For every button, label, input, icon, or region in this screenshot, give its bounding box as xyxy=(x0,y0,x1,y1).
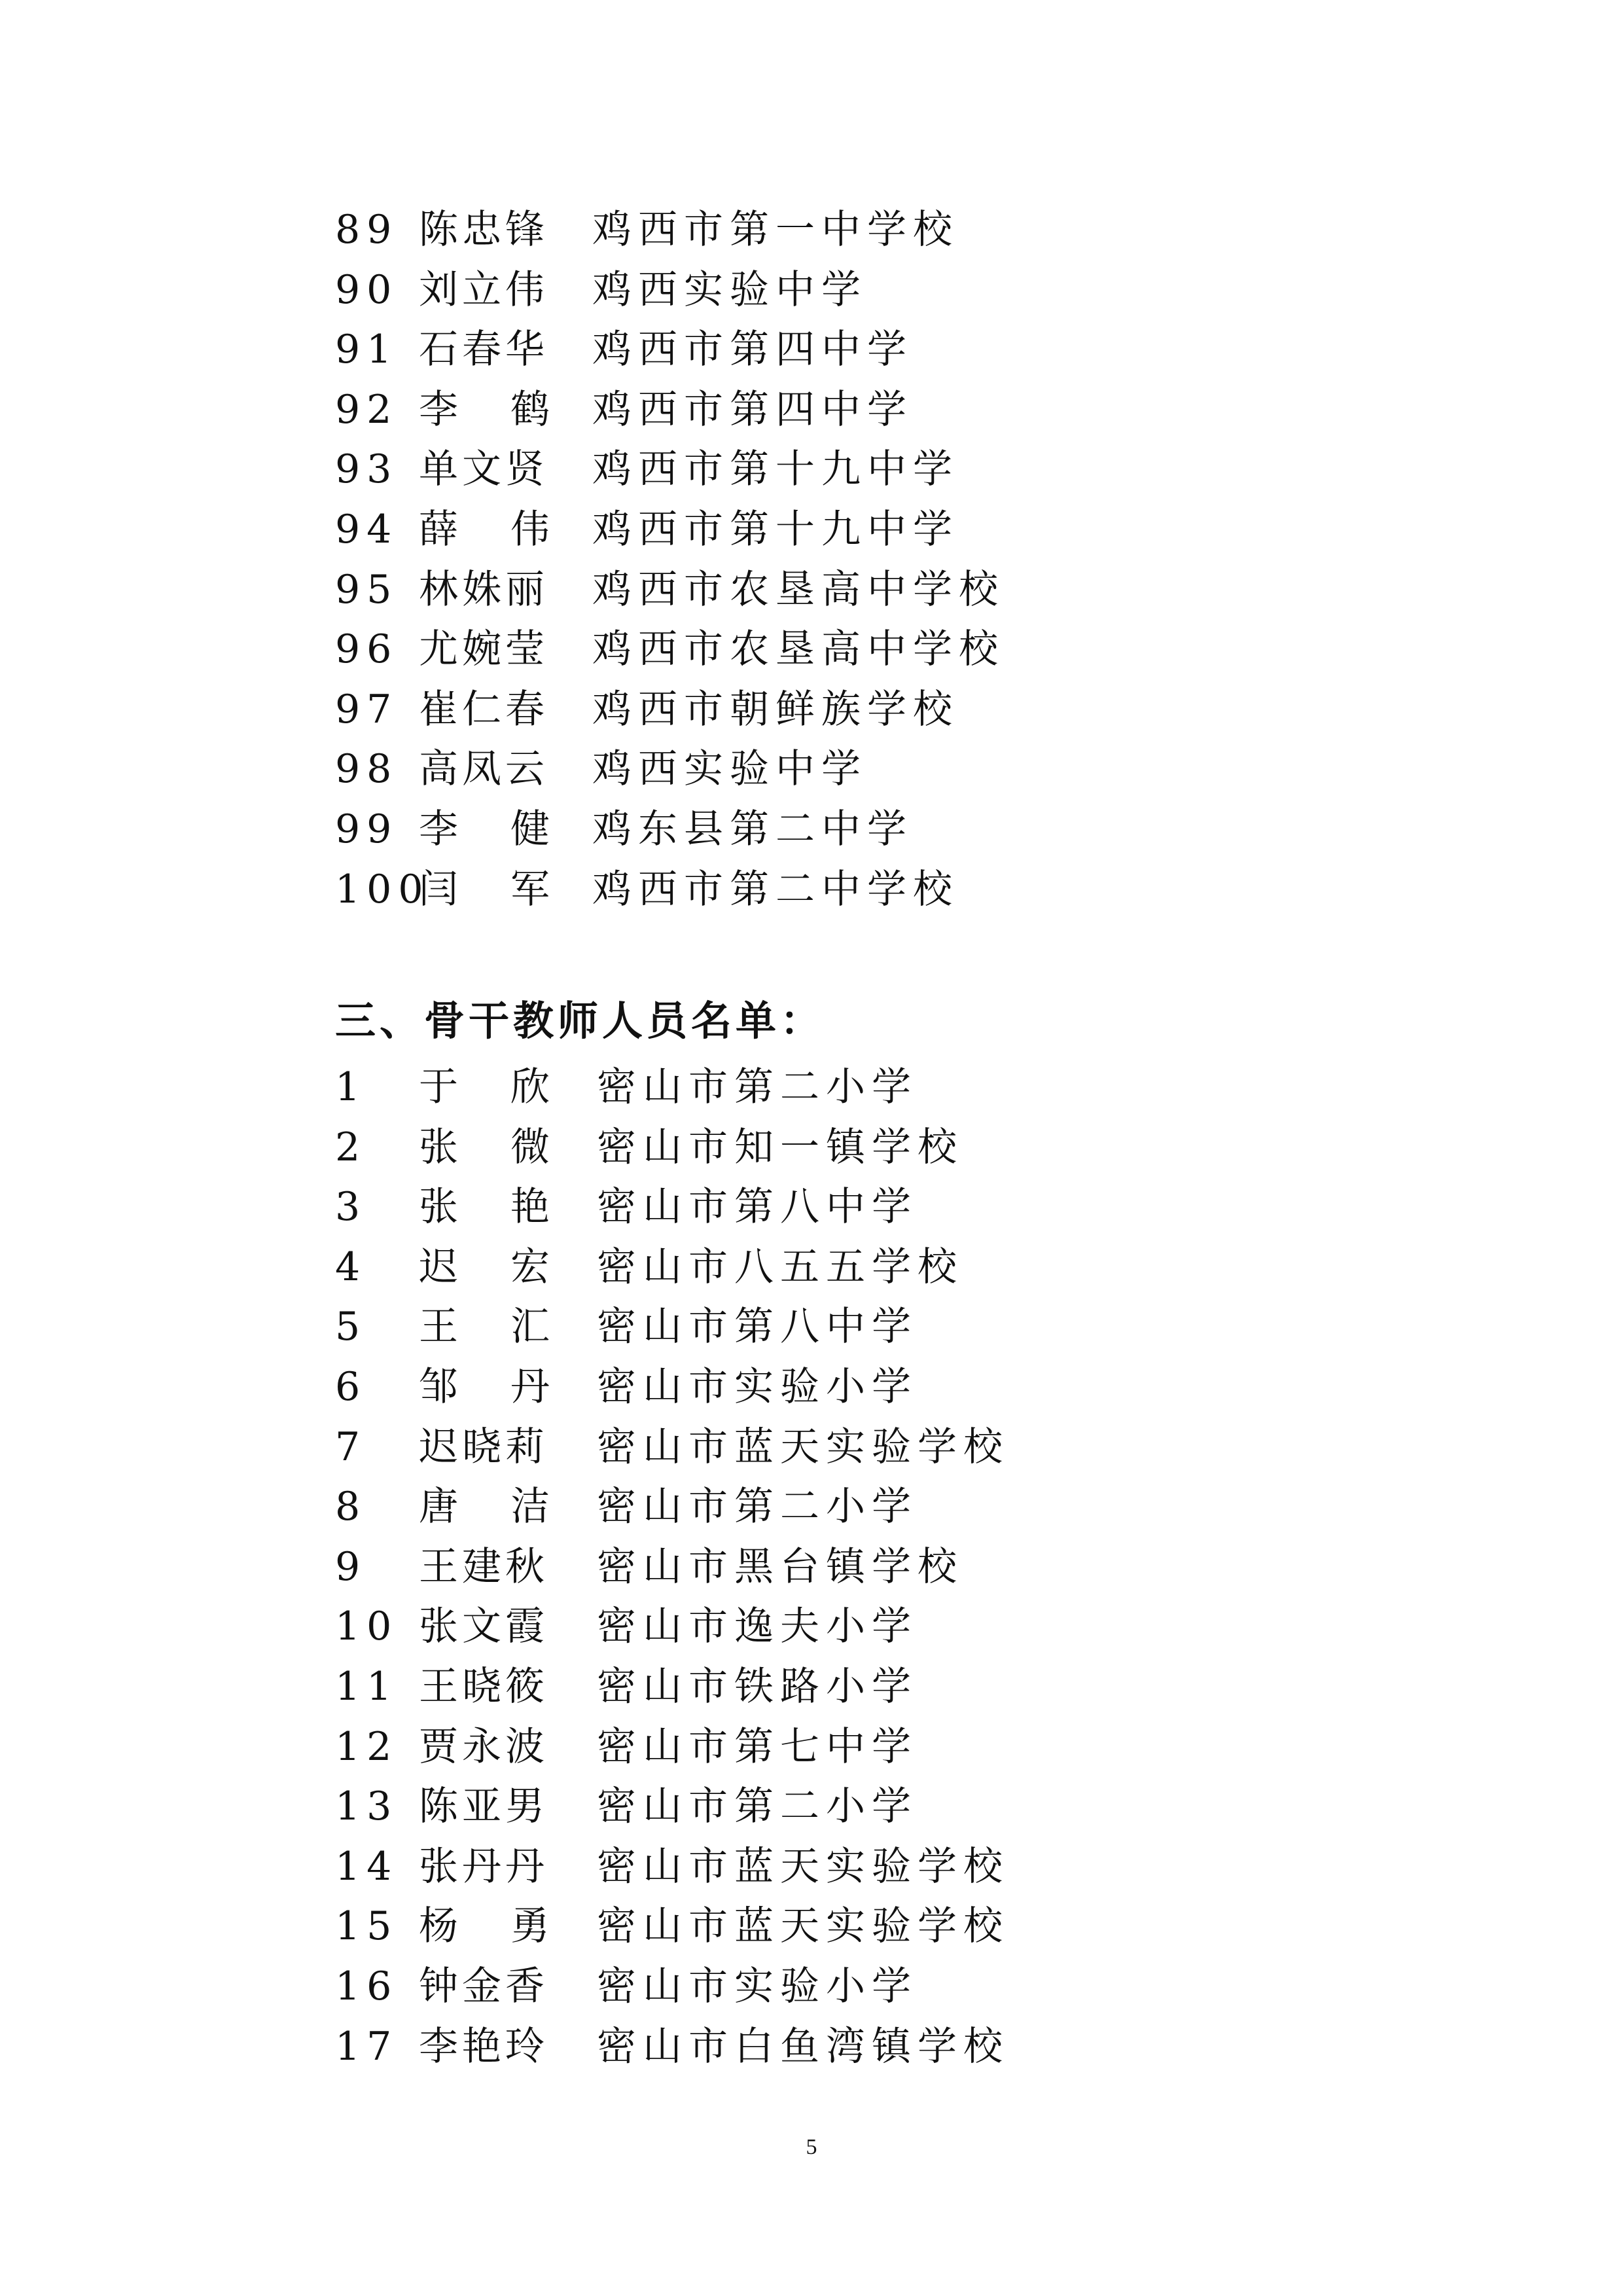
school-name: 密山市铁路小学 xyxy=(597,1664,918,1710)
row-number: 10 xyxy=(335,1604,399,1650)
school-name: 鸡西实验中学 xyxy=(592,746,867,793)
row-number: 95 xyxy=(335,566,399,613)
school-name: 鸡西市第四中学 xyxy=(592,386,913,433)
school-name: 密山市蓝天实验学校 xyxy=(597,1903,1009,1950)
teacher-name xyxy=(419,499,550,560)
teacher-name: 钟金香 xyxy=(419,1964,548,2009)
teacher-name: 王晓筱 xyxy=(419,1664,548,1710)
row-number: 99 xyxy=(335,806,399,852)
teacher-name-char: 洁 xyxy=(510,1484,550,1530)
row-number: 4 xyxy=(335,1244,367,1290)
school-name: 鸡西市农垦高中学校 xyxy=(592,626,1005,673)
teacher-name-char: 伟 xyxy=(510,507,550,552)
teacher-name: 尤婉莹 xyxy=(419,626,548,673)
teacher-name xyxy=(419,1177,550,1237)
row-number: 96 xyxy=(335,626,399,673)
teacher-name xyxy=(419,1297,550,1357)
school-name: 密山市第八中学 xyxy=(597,1304,918,1350)
row-number: 93 xyxy=(335,446,399,493)
school-name: 鸡西市第一中学校 xyxy=(592,207,959,253)
row-number: 3 xyxy=(335,1184,367,1230)
school-name: 密山市第二小学 xyxy=(597,1784,918,1830)
row-number: 2 xyxy=(335,1124,367,1170)
row-number: 13 xyxy=(335,1784,399,1830)
school-name: 密山市蓝天实验学校 xyxy=(597,1843,1009,1890)
school-name: 鸡西市第十九中学 xyxy=(592,507,959,552)
page-number: 5 xyxy=(806,2135,817,2159)
teacher-name: 陈亚男 xyxy=(419,1784,548,1830)
school-name: 密山市逸夫小学 xyxy=(597,1604,918,1650)
school-name: 密山市第七中学 xyxy=(597,1723,918,1770)
school-name: 鸡西市第二中学校 xyxy=(592,866,959,912)
row-number: 16 xyxy=(335,1964,399,2009)
teacher-name-char: 勇 xyxy=(510,1903,550,1950)
section-heading: 三、骨干教师人员名单： xyxy=(335,997,825,1045)
school-name: 鸡西实验中学 xyxy=(592,266,867,313)
teacher-name: 李艳玲 xyxy=(419,2023,548,2070)
school-name: 密山市知一镇学校 xyxy=(597,1124,963,1170)
school-name: 密山市第二小学 xyxy=(597,1064,918,1110)
teacher-name-char: 军 xyxy=(510,866,550,912)
school-name: 密山市八五五学校 xyxy=(597,1244,963,1290)
row-number: 7 xyxy=(335,1424,367,1470)
teacher-name-char: 张 xyxy=(419,1184,458,1230)
teacher-name-char: 薛 xyxy=(419,507,458,552)
teacher-name: 刘立伟 xyxy=(419,266,548,313)
teacher-name-char: 于 xyxy=(419,1064,458,1110)
school-name: 鸡西市第四中学 xyxy=(592,327,913,373)
teacher-name-char: 丹 xyxy=(510,1364,550,1410)
teacher-name: 高凤云 xyxy=(419,746,548,793)
school-name: 鸡东县第二中学 xyxy=(592,806,913,852)
teacher-name: 贾永波 xyxy=(419,1723,548,1770)
teacher-name xyxy=(419,380,550,440)
teacher-name-char: 汇 xyxy=(510,1304,550,1350)
row-number: 92 xyxy=(335,386,399,433)
row-number: 6 xyxy=(335,1364,367,1410)
row-number: 17 xyxy=(335,2023,399,2070)
teacher-name-char: 李 xyxy=(419,386,458,433)
teacher-name-char: 唐 xyxy=(419,1484,458,1530)
school-name: 鸡西市农垦高中学校 xyxy=(592,566,1005,613)
row-number: 9 xyxy=(335,1543,367,1590)
teacher-name: 石春华 xyxy=(419,327,548,373)
teacher-name: 迟晓莉 xyxy=(419,1424,548,1470)
row-number: 98 xyxy=(335,746,399,793)
teacher-name: 张丹丹 xyxy=(419,1843,548,1890)
school-name: 密山市实验小学 xyxy=(597,1964,918,2009)
teacher-name xyxy=(419,1477,550,1537)
row-number: 8 xyxy=(335,1484,367,1530)
row-number: 94 xyxy=(335,507,399,552)
teacher-name-char: 宏 xyxy=(510,1244,550,1290)
row-number: 11 xyxy=(335,1664,399,1710)
school-name: 密山市第二小学 xyxy=(597,1484,918,1530)
teacher-name-char: 闫 xyxy=(419,866,458,912)
school-name: 密山市黑台镇学校 xyxy=(597,1543,963,1590)
row-number: 14 xyxy=(335,1843,399,1890)
row-number: 91 xyxy=(335,327,399,373)
school-name: 密山市实验小学 xyxy=(597,1364,918,1410)
teacher-name: 林姝丽 xyxy=(419,566,548,613)
teacher-name-char: 鹤 xyxy=(510,386,550,433)
teacher-name xyxy=(419,1896,550,1956)
teacher-name-char: 杨 xyxy=(419,1903,458,1950)
teacher-name: 崔仁春 xyxy=(419,686,548,732)
row-number: 15 xyxy=(335,1903,399,1950)
school-name: 密山市蓝天实验学校 xyxy=(597,1424,1009,1470)
row-number: 12 xyxy=(335,1723,399,1770)
teacher-name-char: 张 xyxy=(419,1124,458,1170)
teacher-name-char: 健 xyxy=(510,806,550,852)
school-name: 鸡西市第十九中学 xyxy=(592,446,959,493)
teacher-name xyxy=(419,799,550,859)
teacher-name-char: 欣 xyxy=(510,1064,550,1110)
row-number: 97 xyxy=(335,686,399,732)
teacher-name: 单文贤 xyxy=(419,446,548,493)
teacher-name: 张文霞 xyxy=(419,1604,548,1650)
teacher-name-char: 邹 xyxy=(419,1364,458,1410)
teacher-name-char: 艳 xyxy=(510,1184,550,1230)
teacher-name xyxy=(419,859,550,920)
teacher-name: 陈忠锋 xyxy=(419,207,548,253)
row-number: 100 xyxy=(335,866,430,912)
row-number: 5 xyxy=(335,1304,367,1350)
teacher-name xyxy=(419,1237,550,1297)
teacher-name-char: 王 xyxy=(419,1304,458,1350)
teacher-name-char: 李 xyxy=(419,806,458,852)
row-number: 1 xyxy=(335,1064,367,1110)
school-name: 密山市白鱼湾镇学校 xyxy=(597,2023,1009,2070)
teacher-name xyxy=(419,1057,550,1117)
school-name: 鸡西市朝鲜族学校 xyxy=(592,686,959,732)
teacher-name-char: 微 xyxy=(510,1124,550,1170)
school-name: 密山市第八中学 xyxy=(597,1184,918,1230)
teacher-name xyxy=(419,1357,550,1417)
teacher-name xyxy=(419,1117,550,1177)
teacher-name-char: 迟 xyxy=(419,1244,458,1290)
row-number: 89 xyxy=(335,207,399,253)
teacher-name: 王建秋 xyxy=(419,1543,548,1590)
row-number: 90 xyxy=(335,266,399,313)
